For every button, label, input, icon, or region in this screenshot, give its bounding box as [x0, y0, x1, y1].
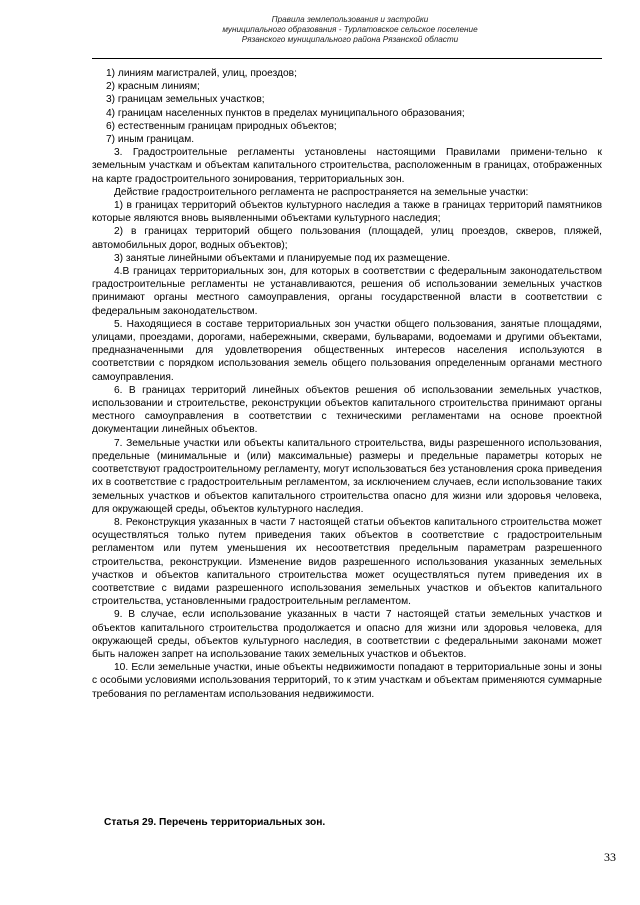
running-header: [120, 15, 580, 45]
list-item: 7) иным границам.: [106, 134, 195, 146]
header-line-3: Рязанского муниципального района Рязанской области: [241, 35, 459, 44]
paragraph-10: 10. Если земельные участки, иные объекты недвижимости попадают в территориальные зоны и зоны с особыми условиями использования территорий, то к этим участкам и объектам применяются суммарные требования по регламентам использования недвижимости.: [92, 662, 602, 700]
header-line-1: Правила землепользования и застройки: [271, 15, 429, 24]
paragraph-3: 3. Градостроительные регламенты установлены настоящими Правилами примени-тельно к земельным участкам и объектам капитального строительства, расположенным в границах, отображенных на карте градостроительного зонирования, территориальных зон.: [92, 147, 602, 185]
paragraph-scope-3: 3) занятые линейными объектами и планируемые под их размещение.: [114, 252, 451, 264]
paragraph-7: 7. Земельные участки или объекты капитального строительства, виды разрешенного использования, предельные (минимальные и (или) максимальные) размеры и предельные параметры которых не соответствуют градостроительному регламенту, могут использоваться без установления срока приведения их в соответствие с градостроительным регламентом, за исключением случаев, если использование таких земельных участков и объектов капитального строительства опасно для жизни или здоровья человека, для окружающей среды, объектов культурного наследия.: [92, 437, 602, 515]
list-item: 6) естественным границам природных объектов;: [106, 120, 337, 132]
paragraph-8: 8. Реконструкция указанных в части 7 настоящей статьи объектов капитального строительства может осуществляться только путем приведения таких объектов в соответствие с градостроительным регламентом или путем уменьшения их несоответствия предельным параметрам разрешенного строительства, реконструкции. Изменение видов разрешенного использования указанных земельных участков и объектов капитального строительства может осуществляться путем приведения их в соответствие с видами разрешенного использования земельных участков и объектов капитального строительства, установленными градостроительным регламентом.: [92, 516, 602, 608]
document-body: [92, 67, 602, 701]
paragraph-9: 9. В случае, если использование указанных в части 7 настоящей статьи земельных участков и объектов капитального строительства продолжается и опасно для жизни или здоровья человека, для окружающей среды, объектов культурного наследия, в соответствии с федеральными законами может быть наложен запрет на использование таких земельных участков и объектов.: [92, 609, 602, 660]
list-item: 4) границам населенных пунктов в пределах муниципального образования;: [106, 107, 465, 119]
paragraph-scope-1: 1) в границах территорий объектов культурного наследия а также в границах территорий памятников которые являются вновь выявленными объектами культурного наследия;: [92, 200, 602, 225]
header-divider: [92, 58, 602, 59]
list-item: 3) границам земельных участков;: [106, 94, 265, 106]
paragraph-scope: Действие градостроительного регламента не распространяется на земельные участки:: [114, 186, 529, 198]
article-heading: Статья 29. Перечень территориальных зон.: [104, 817, 326, 828]
header-line-2: муниципального образования - Турлатовское сельское поселение: [222, 25, 478, 34]
list-item: 2) красным линиям;: [106, 81, 200, 93]
page-number: 33: [604, 850, 616, 864]
paragraph-scope-2: 2) в границах территорий общего пользования (площадей, улиц проездов, скверов, пляжей, автомобильных дорог, водных объектов);: [92, 226, 602, 251]
list-item: 1) линиям магистралей, улиц, проездов;: [106, 68, 297, 79]
paragraph-4: 4.В границах территориальных зон, для которых в соответствии с федеральным законодательством градостроительные регламенты не устанавливаются, решения об использовании земельных участков принимают органы местного самоуправления, органы государственной власти в соответствии с федеральным законодательством.: [92, 266, 602, 317]
paragraph-5: 5. Находящиеся в составе территориальных зон участки общего пользования, занятые площадями, улицами, проездами, дорогами, набережными, скверами, бульварами, водоемами и другими объектами, предназначенными для удовлетворения общественных интересов населения используются в соответствии с порядком использования земель общего пользования определенным органами местного самоуправления.: [92, 318, 602, 383]
paragraph-6: 6. В границах территорий линейных объектов решения об использовании земельных участков, использовании и строительстве, реконструкции объектов капитального строительства принимают органы местного самоуправления в соответствии с техническими регламентами на основе проектной документации линейных объектов.: [92, 384, 602, 436]
